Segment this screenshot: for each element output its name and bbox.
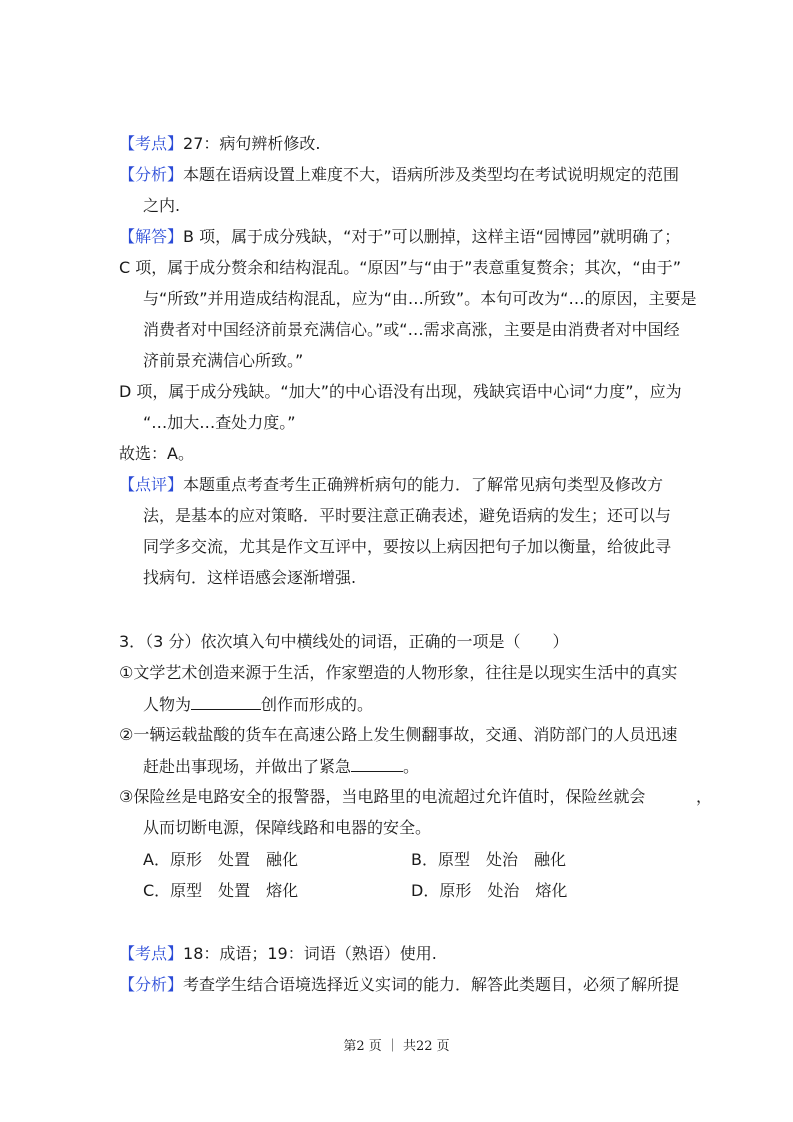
option-b: B．原型 处治 融化 [411, 850, 566, 869]
kaodian-2-text: 18：成语；19：词语（熟语）使用. [183, 944, 437, 963]
page-footer: 第2 页 ｜ 共22 页 [343, 1039, 450, 1054]
sentence-3-line-2: 从而切断电源，保障线路和电器的安全。 [143, 818, 432, 837]
sentence-1-pre: 人物为 [143, 695, 192, 714]
dianping-text-4: 找病句．这样语感会逐渐增强. [143, 568, 357, 587]
sentence-2-line-2 [143, 755, 419, 777]
fenxi-2-line [119, 974, 679, 996]
jieda-c-text-1: C 项，属于成分赘余和结构混乱。“原因”与“由于”表意重复赘余；其次，“由于” [119, 258, 681, 277]
sentence-2-pre: 赶赴出事现场，并做出了紧急 [143, 757, 352, 776]
jieda-b-text: B 项，属于成分残缺，“对于”可以删掉，这样主语“园博园”就明确了； [183, 227, 681, 246]
fenxi-text-2: 之内. [143, 196, 181, 215]
fenxi-line [119, 164, 679, 186]
kaodian-2-tag: 【考点】 [119, 944, 184, 963]
dianping-line [119, 474, 663, 496]
jieda-d-text-1: D 项，属于成分残缺。“加大”的中心语没有出现，残缺宾语中心词“力度”，应为 [119, 382, 682, 401]
sentence-3-line-1: ③保险丝是电路安全的报警器，当电路里的电流超过允许值时，保险丝就会 [119, 787, 646, 806]
jieda-tag: 【解答】 [119, 227, 184, 246]
fenxi-2-text: 考查学生结合语境选择近义实词的能力．解答此类题目，必须了解所提 [183, 975, 680, 994]
fill-blank-1 [191, 693, 261, 710]
dianping-tag: 【点评】 [119, 475, 184, 494]
fenxi-2-tag: 【分析】 [119, 975, 184, 994]
option-a: A．原形 处置 融化 [143, 850, 298, 869]
question-stem: 3．（3 分）依次填入句中横线处的词语，正确的一项是（ ） [119, 632, 569, 651]
dianping-text-1: 本题重点考查考生正确辨析病句的能力．了解常见病句类型及修改方 [183, 475, 664, 494]
dianping-text-3: 同学多交流，尤其是作文互评中，要按以上病因把句子加以衡量，给彼此寻 [143, 537, 672, 556]
sentence-1-line-2 [143, 693, 373, 715]
jieda-c-text-4: 济前景充满信心所致。” [143, 351, 304, 370]
kaodian-tag: 【考点】 [119, 134, 184, 153]
option-c: C．原型 处置 熔化 [143, 881, 299, 900]
sentence-2-line-1: ②一辆运载盐酸的货车在高速公路上发生侧翻事故，交通、消防部门的人员迅速 [119, 725, 678, 744]
answer-line: 故选：A。 [119, 444, 194, 463]
kaodian-text: 27：病句辨析修改. [183, 134, 321, 153]
sentence-1-line-1: ①文学艺术创造来源于生活，作家塑造的人物形象，往往是以现实生活中的真实 [119, 663, 678, 682]
jieda-c-text-2: 与“所致”并用造成结构混乱，应为“由…所致”。本句可改为“…的原因，主要是 [143, 289, 697, 308]
kaodian-2-line [119, 943, 437, 965]
jieda-line [119, 226, 680, 248]
kaodian-line [119, 133, 320, 155]
jieda-c-text-3: 消费者对中国经济前景充满信心。”或“…需求高涨，主要是由消费者对中国经 [143, 320, 680, 339]
fenxi-tag: 【分析】 [119, 165, 184, 184]
fill-blank-2 [351, 755, 403, 772]
sentence-1-post: 创作而形成的。 [261, 695, 374, 714]
fenxi-text-1: 本题在语病设置上难度不大，语病所涉及类型均在考试说明规定的范围 [183, 165, 680, 184]
dianping-text-2: 法，是基本的应对策略．平时要注意正确表述，避免语病的发生；还可以与 [143, 506, 672, 525]
sentence-2-post: 。 [403, 757, 420, 776]
sentence-3-comma: ， [696, 787, 713, 806]
option-d: D．原形 处治 熔化 [411, 881, 568, 900]
jieda-d-text-2: “…加大…查处力度。” [143, 413, 296, 432]
